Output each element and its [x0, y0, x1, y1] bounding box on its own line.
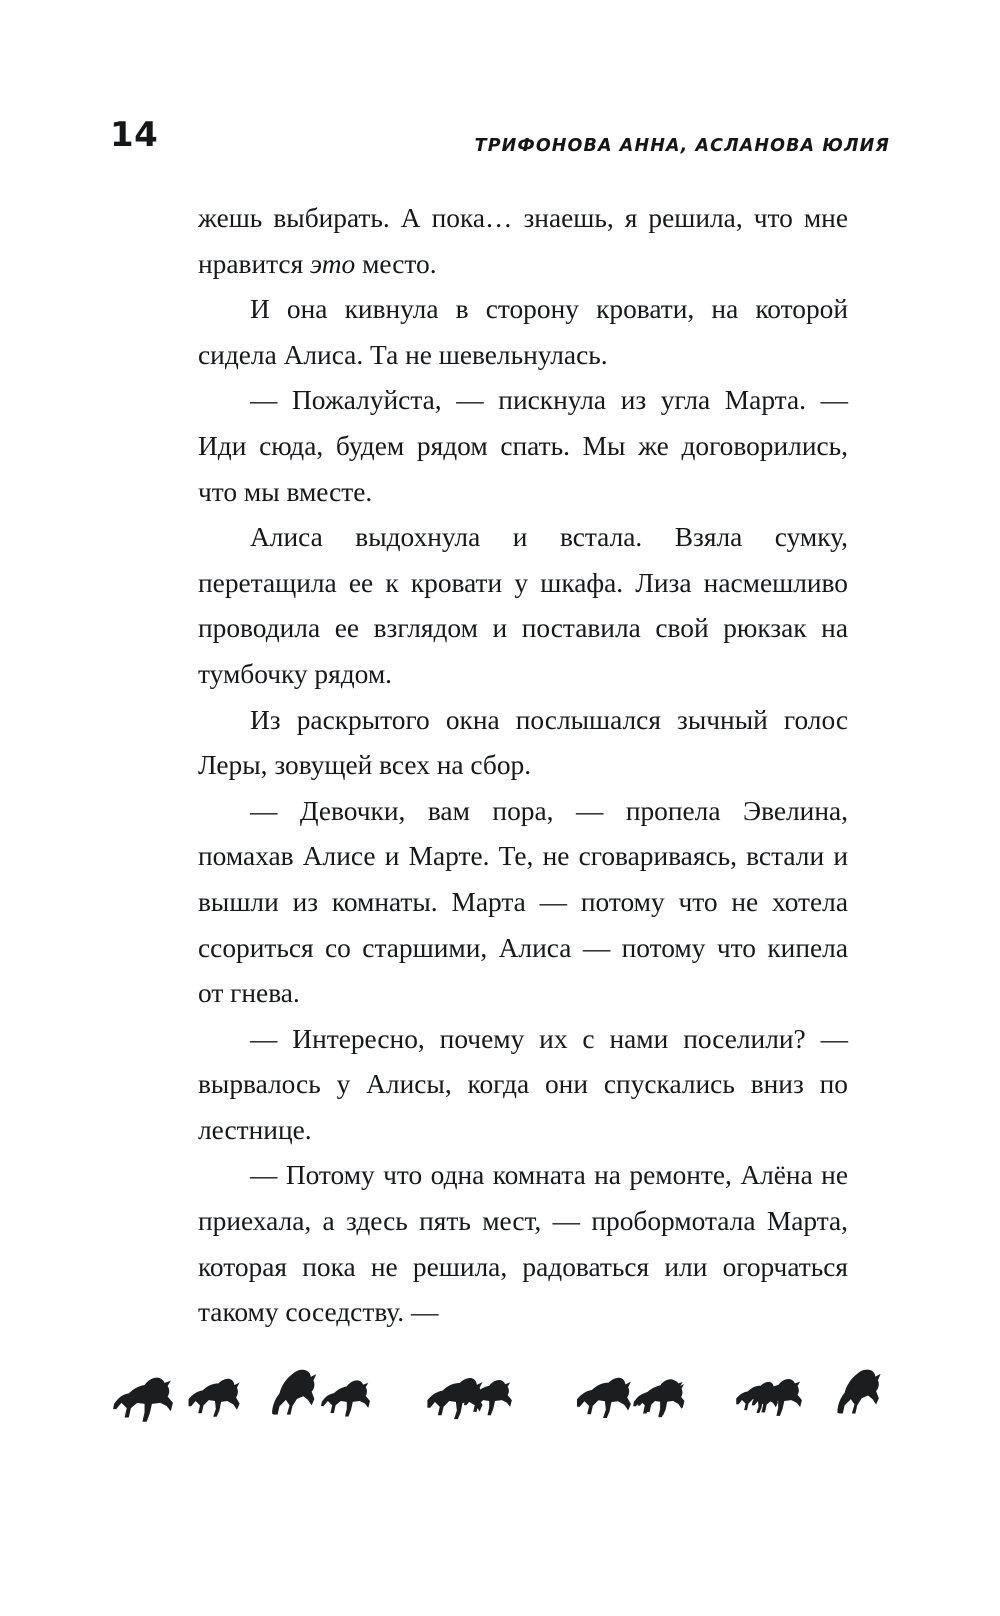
paragraph: Из раскрытого окна послышался зычный голос Леры, зовущей всех на сбор.	[198, 704, 848, 781]
running-horses-ornament	[112, 1364, 942, 1428]
paragraph: — Пожалуйста, — пискнула из угла Марта. — Иди сюда, будем рядом спать. Мы же договорились, что мы вместе.	[198, 385, 848, 507]
emphasis-text: это	[310, 248, 356, 279]
page-header	[110, 115, 890, 164]
paragraph: И она кивнула в сторону кровати, на которой сидела Алиса. Та не шевельнулась.	[198, 294, 848, 370]
paragraph: — Потому что одна комната на ремонте, Алёна не приехала, а здесь пять мест, — пробормотала Марта, которая пока не решила, радоваться или огорчаться такому соседству. —	[198, 1160, 848, 1328]
page-number: 14	[110, 115, 159, 155]
body-text	[198, 196, 848, 1336]
paragraph: — Интересно, почему их с нами поселили? — вырвалось у Алисы, когда они спускались вниз по лестнице.	[198, 1023, 848, 1145]
running-head-authors: ТРИФОНОВА АННА, АСЛАНОВА ЮЛИЯ	[474, 136, 890, 156]
paragraph: Алиса выдохнула и встала. Взяла сумку, перетащила ее к кровати у шкафа. Лиза насмешливо проводила ее взглядом и поставила свой рюкзак на тумбочку рядом.	[198, 522, 848, 689]
paragraph: жешь выбирать. А пока… знаешь, я решила, что мне нравится это место.	[198, 203, 848, 279]
paragraph: — Девочки, вам пора, — пропела Эвелина, помахав Алисе и Марте. Те, не сговариваясь, встали и вышли из комнаты. Марта — потому что не хотела ссориться со старшими, Алиса — потому что кипела от гнева.	[198, 795, 848, 1009]
